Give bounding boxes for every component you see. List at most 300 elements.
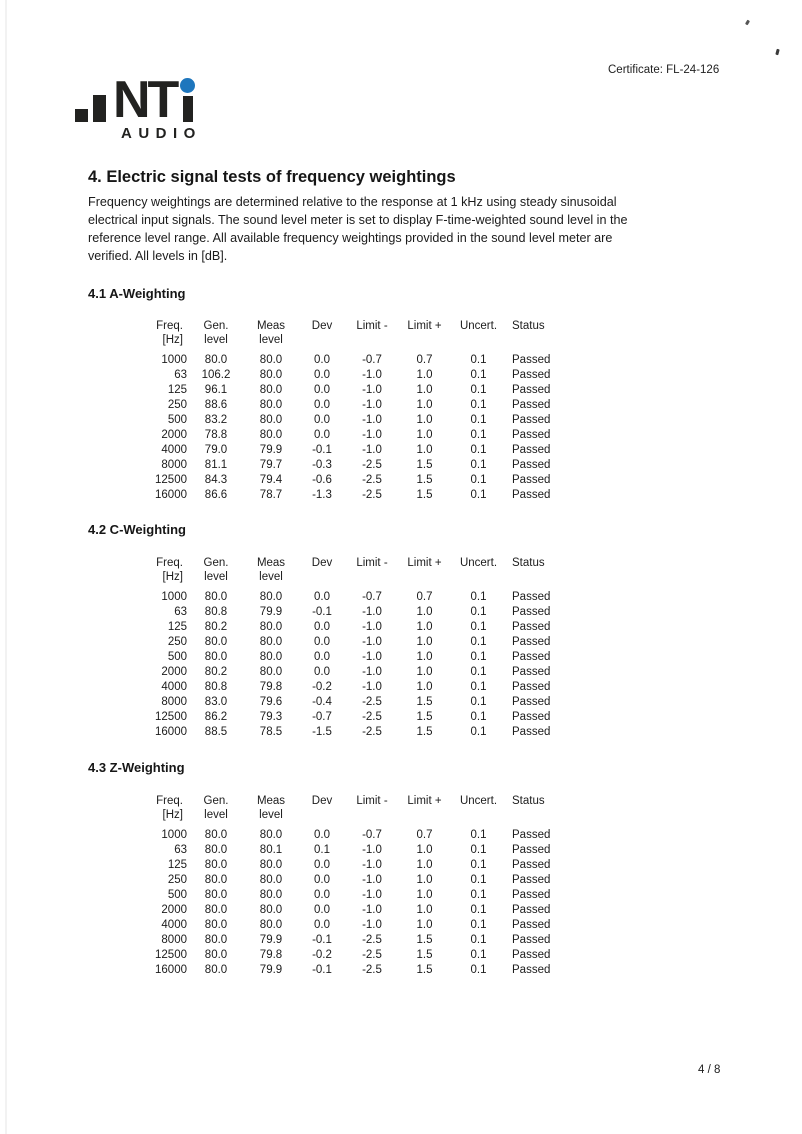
table-cell: 8000: [161, 459, 187, 471]
table-cell: -0.7: [362, 354, 382, 366]
table-cell: 1.0: [416, 651, 433, 663]
column-header: Limit +: [407, 320, 442, 332]
intro-line: reference level range. All available frequency weightings provided in the sound level meter are: [88, 231, 613, 245]
table-cell: 4000: [161, 681, 187, 693]
pen-mark: [745, 20, 750, 26]
column-header: Dev: [311, 795, 333, 807]
intro-paragraph: [88, 193, 627, 265]
scan-artifact-line: [5, 0, 7, 1134]
column-header: Limit +: [407, 795, 442, 807]
table-cell: 0.7: [416, 591, 433, 603]
table-cell: 0.0: [314, 859, 330, 871]
table-cell: 1000: [161, 591, 187, 603]
table-cell: 1.0: [416, 606, 433, 618]
table-cell: 0.1: [470, 489, 487, 501]
table-cell: 79.0: [204, 444, 228, 456]
table-cell: -1.0: [362, 919, 382, 931]
status-cell: Passed: [512, 429, 551, 441]
page-number: 4 / 8: [698, 1064, 721, 1076]
table-cell: 78.7: [259, 489, 283, 501]
table-cell: 0.0: [314, 369, 330, 381]
table-cell: -2.5: [362, 949, 382, 961]
status-cell: Passed: [512, 919, 551, 931]
column-header: Freq. [Hz]: [156, 320, 183, 346]
table-cell: 8000: [161, 934, 187, 946]
status-cell: Passed: [512, 474, 551, 486]
column-header: Uncert.: [459, 320, 498, 332]
table-cell: 0.1: [470, 444, 487, 456]
table-cell: 1.0: [416, 666, 433, 678]
table-cell: 80.2: [204, 666, 228, 678]
table-z-weighting: [125, 794, 585, 978]
table-row: [125, 918, 585, 933]
table-cell: 1.5: [416, 696, 433, 708]
table-cell: -1.0: [362, 904, 382, 916]
table-cell: 125: [167, 859, 187, 871]
table-cell: 500: [167, 414, 187, 426]
table-cell: 1.0: [416, 681, 433, 693]
table-row: [125, 413, 585, 428]
table-cell: 250: [167, 636, 187, 648]
table-cell: -2.5: [362, 711, 382, 723]
table-cell: 1000: [161, 354, 187, 366]
logo-bar-icon: [75, 109, 88, 122]
table-cell: 2000: [161, 666, 187, 678]
table-cell: 1.5: [416, 474, 433, 486]
table-cell: 80.0: [204, 934, 228, 946]
table-cell: 86.2: [204, 711, 228, 723]
table-cell: 79.8: [259, 949, 283, 961]
table-cell: 63: [174, 606, 187, 618]
table-cell: 250: [167, 399, 187, 411]
table-cell: 1.0: [416, 384, 433, 396]
table-cell: 96.1: [204, 384, 228, 396]
nti-audio-logo: [75, 72, 202, 142]
logo-subtitle: AUDIO: [121, 125, 202, 142]
status-cell: Passed: [512, 384, 551, 396]
table-row: [125, 620, 585, 635]
table-cell: -1.0: [362, 874, 382, 886]
table-row: [125, 873, 585, 888]
status-cell: Passed: [512, 666, 551, 678]
table-cell: -2.5: [362, 489, 382, 501]
table-cell: -1.0: [362, 369, 382, 381]
column-header: Limit -: [356, 320, 388, 332]
table-row: [125, 353, 585, 368]
logo-brand-text: NT: [113, 71, 177, 130]
table-cell: 0.0: [314, 414, 330, 426]
status-cell: Passed: [512, 681, 551, 693]
table-cell: 1.5: [416, 489, 433, 501]
table-cell: 1.0: [416, 889, 433, 901]
table-cell: 0.0: [314, 904, 330, 916]
column-header: Freq. [Hz]: [156, 557, 183, 583]
status-cell: Passed: [512, 874, 551, 886]
status-cell: Passed: [512, 964, 551, 976]
table-cell: 0.0: [314, 636, 330, 648]
table-row: [125, 903, 585, 918]
intro-line: Frequency weightings are determined relative to the response at 1 kHz using steady sinusoidal: [88, 195, 617, 209]
table-cell: 0.0: [314, 354, 330, 366]
table-cell: 1.0: [416, 919, 433, 931]
table-cell: -2.5: [362, 964, 382, 976]
table-row: [125, 428, 585, 443]
table-row: [125, 443, 585, 458]
logo-i-stem: [183, 96, 193, 122]
table-cell: 500: [167, 889, 187, 901]
status-cell: Passed: [512, 606, 551, 618]
table-cell: 79.7: [259, 459, 283, 471]
table-cell: -0.1: [312, 444, 332, 456]
table-cell: 0.1: [470, 829, 487, 841]
status-cell: Passed: [512, 636, 551, 648]
table-cell: 1.0: [416, 621, 433, 633]
status-cell: Passed: [512, 444, 551, 456]
table-cell: 250: [167, 874, 187, 886]
table-cell: 0.1: [470, 904, 487, 916]
table-cell: -0.2: [312, 949, 332, 961]
table-cell: 0.1: [470, 621, 487, 633]
table-cell: 79.9: [259, 606, 283, 618]
table-cell: 1000: [161, 829, 187, 841]
table-cell: -1.0: [362, 636, 382, 648]
table-cell: 0.0: [314, 666, 330, 678]
table-cell: 0.1: [470, 844, 487, 856]
table-cell: 80.0: [259, 889, 283, 901]
column-header: Gen. level: [203, 795, 229, 821]
logo-i-dot: [180, 78, 195, 93]
status-cell: Passed: [512, 829, 551, 841]
table-cell: 80.0: [204, 904, 228, 916]
status-cell: Passed: [512, 859, 551, 871]
table-cell: 1.0: [416, 399, 433, 411]
table-cell: 1.0: [416, 369, 433, 381]
table-cell: -0.7: [362, 591, 382, 603]
table-cell: 63: [174, 369, 187, 381]
table-cell: -1.0: [362, 889, 382, 901]
status-cell: Passed: [512, 489, 551, 501]
column-header: Freq. [Hz]: [156, 795, 183, 821]
table-cell: 0.1: [470, 874, 487, 886]
table-cell: 0.1: [470, 651, 487, 663]
column-header: Status: [512, 320, 545, 332]
table-cell: 125: [167, 621, 187, 633]
table-cell: 80.0: [259, 859, 283, 871]
table-cell: 1.0: [416, 874, 433, 886]
status-cell: Passed: [512, 696, 551, 708]
table-cell: 16000: [155, 489, 187, 501]
table-cell: -1.0: [362, 651, 382, 663]
table-cell: 0.1: [470, 414, 487, 426]
table-cell: 80.0: [204, 354, 228, 366]
table-cell: 79.9: [259, 934, 283, 946]
table-cell: 125: [167, 384, 187, 396]
table-cell: -1.0: [362, 681, 382, 693]
table-cell: 80.0: [259, 919, 283, 931]
table-cell: -1.0: [362, 399, 382, 411]
table-row: [125, 888, 585, 903]
table-cell: 1.5: [416, 726, 433, 738]
column-header: Uncert.: [459, 557, 498, 569]
table-cell: 1.0: [416, 859, 433, 871]
table-cell: 0.1: [470, 949, 487, 961]
table-cell: -0.7: [312, 711, 332, 723]
status-cell: Passed: [512, 889, 551, 901]
table-cell: 80.0: [204, 859, 228, 871]
table-cell: 80.0: [259, 904, 283, 916]
table-cell: -2.5: [362, 696, 382, 708]
table-cell: 1.5: [416, 964, 433, 976]
table-cell: 16000: [155, 964, 187, 976]
table-cell: -2.5: [362, 474, 382, 486]
table-cell: 80.2: [204, 621, 228, 633]
table-cell: 79.9: [259, 444, 283, 456]
table-cell: -0.4: [312, 696, 332, 708]
table-cell: 86.6: [204, 489, 228, 501]
table-cell: 1.0: [416, 636, 433, 648]
table-cell: 0.1: [470, 429, 487, 441]
column-header: Dev: [311, 320, 333, 332]
table-cell: 80.0: [204, 829, 228, 841]
status-cell: Passed: [512, 904, 551, 916]
table-row: [125, 665, 585, 680]
column-header: Uncert.: [459, 795, 498, 807]
table-cell: 0.7: [416, 354, 433, 366]
table-cell: 79.8: [259, 681, 283, 693]
table-cell: 0.1: [470, 919, 487, 931]
column-header: Limit -: [356, 557, 388, 569]
table-cell: 79.6: [259, 696, 283, 708]
table-title-c-weighting: 4.2 C-Weighting: [88, 522, 186, 537]
table-title-a-weighting: 4.1 A-Weighting: [88, 286, 186, 301]
table-cell: -1.0: [362, 429, 382, 441]
table-cell: 88.5: [204, 726, 228, 738]
table-cell: 80.0: [259, 414, 283, 426]
table-cell: 79.9: [259, 964, 283, 976]
table-cell: 80.8: [204, 681, 228, 693]
table-row: [125, 963, 585, 978]
table-cell: 1.5: [416, 949, 433, 961]
table-cell: 0.0: [314, 829, 330, 841]
table-cell: 0.1: [470, 636, 487, 648]
table-cell: -1.0: [362, 444, 382, 456]
table-cell: 0.0: [314, 429, 330, 441]
table-cell: 0.1: [470, 859, 487, 871]
table-cell: -1.0: [362, 844, 382, 856]
table-cell: 12500: [155, 474, 187, 486]
table-cell: 8000: [161, 696, 187, 708]
status-cell: Passed: [512, 621, 551, 633]
table-cell: 4000: [161, 444, 187, 456]
table-row: [125, 368, 585, 383]
table-cell: -0.1: [312, 606, 332, 618]
table-cell: 0.0: [314, 889, 330, 901]
table-cell: 0.1: [470, 666, 487, 678]
table-cell: 80.0: [259, 384, 283, 396]
table-cell: -2.5: [362, 934, 382, 946]
table-cell: 80.0: [204, 651, 228, 663]
table-cell: 1.0: [416, 844, 433, 856]
table-row: [125, 473, 585, 488]
table-row: [125, 933, 585, 948]
table-cell: 0.1: [470, 459, 487, 471]
table-cell: 1.0: [416, 429, 433, 441]
table-cell: 80.0: [204, 949, 228, 961]
table-cell: -1.3: [312, 489, 332, 501]
table-row: [125, 843, 585, 858]
table-cell: 88.6: [204, 399, 228, 411]
pen-mark: [775, 49, 779, 56]
table-cell: 0.1: [470, 889, 487, 901]
column-header: Status: [512, 795, 545, 807]
table-cell: 78.5: [259, 726, 283, 738]
table-cell: 80.0: [204, 874, 228, 886]
table-row: [125, 605, 585, 620]
table-cell: 0.1: [470, 354, 487, 366]
table-cell: 80.0: [259, 399, 283, 411]
table-cell: 0.0: [314, 874, 330, 886]
table-cell: 79.3: [259, 711, 283, 723]
status-cell: Passed: [512, 399, 551, 411]
column-header: Meas level: [256, 320, 286, 346]
table-cell: 80.0: [259, 874, 283, 886]
table-cell: -1.0: [362, 606, 382, 618]
table-cell: 0.1: [314, 844, 330, 856]
table-row: [125, 858, 585, 873]
status-cell: Passed: [512, 369, 551, 381]
table-cell: 0.1: [470, 681, 487, 693]
table-cell: 0.1: [470, 964, 487, 976]
status-cell: Passed: [512, 711, 551, 723]
table-cell: 83.2: [204, 414, 228, 426]
table-cell: 0.1: [470, 369, 487, 381]
table-cell: 4000: [161, 919, 187, 931]
table-cell: -0.6: [312, 474, 332, 486]
table-cell: 80.0: [259, 666, 283, 678]
table-cell: -0.2: [312, 681, 332, 693]
status-cell: Passed: [512, 726, 551, 738]
table-cell: 0.0: [314, 384, 330, 396]
table-cell: 0.1: [470, 384, 487, 396]
column-header: Gen. level: [203, 557, 229, 583]
logo-bar-icon: [93, 95, 106, 122]
table-cell: -2.5: [362, 459, 382, 471]
table-cell: -0.1: [312, 934, 332, 946]
table-cell: 0.1: [470, 474, 487, 486]
table-cell: 1.0: [416, 904, 433, 916]
table-cell: 500: [167, 651, 187, 663]
logo-letter-i: [180, 78, 195, 122]
table-cell: -1.0: [362, 859, 382, 871]
table-cell: 0.0: [314, 621, 330, 633]
table-cell: 1.0: [416, 414, 433, 426]
table-row: [125, 590, 585, 605]
table-cell: 0.0: [314, 919, 330, 931]
table-cell: 80.0: [204, 919, 228, 931]
table-cell: 2000: [161, 429, 187, 441]
table-row: [125, 458, 585, 473]
table-row: [125, 488, 585, 503]
intro-line: electrical input signals. The sound level meter is set to display F-time-weighted sound level in the: [88, 213, 628, 227]
table-cell: -1.5: [312, 726, 332, 738]
table-cell: 1.5: [416, 711, 433, 723]
table-a-weighting: [125, 319, 585, 503]
table-cell: 79.4: [259, 474, 283, 486]
table-cell: 80.0: [259, 636, 283, 648]
table-cell: 0.1: [470, 591, 487, 603]
table-cell: 80.0: [259, 429, 283, 441]
table-cell: 0.1: [470, 934, 487, 946]
status-cell: Passed: [512, 414, 551, 426]
status-cell: Passed: [512, 354, 551, 366]
intro-line: verified. All levels in [dB].: [88, 249, 228, 263]
column-header: Meas level: [256, 557, 286, 583]
table-cell: 80.0: [204, 636, 228, 648]
status-cell: Passed: [512, 591, 551, 603]
table-cell: 0.1: [470, 606, 487, 618]
table-cell: 63: [174, 844, 187, 856]
table-row: [125, 398, 585, 413]
table-cell: 80.0: [204, 889, 228, 901]
table-cell: 0.1: [470, 399, 487, 411]
column-header: Limit -: [356, 795, 388, 807]
table-cell: 12500: [155, 711, 187, 723]
table-title-z-weighting: 4.3 Z-Weighting: [88, 760, 185, 775]
table-cell: 84.3: [204, 474, 228, 486]
status-cell: Passed: [512, 459, 551, 471]
table-cell: 1.5: [416, 934, 433, 946]
table-row: [125, 383, 585, 398]
table-row: [125, 695, 585, 710]
column-header: Meas level: [256, 795, 286, 821]
column-header: Status: [512, 557, 545, 569]
table-cell: 78.8: [204, 429, 228, 441]
table-cell: 0.7: [416, 829, 433, 841]
table-cell: 0.0: [314, 591, 330, 603]
table-cell: 16000: [155, 726, 187, 738]
table-cell: 80.0: [204, 844, 228, 856]
table-cell: -1.0: [362, 666, 382, 678]
table-cell: -0.1: [312, 964, 332, 976]
table-cell: -1.0: [362, 621, 382, 633]
table-cell: 80.0: [259, 591, 283, 603]
certificate-number: Certificate: FL-24-126: [608, 64, 720, 76]
table-header-row: [125, 319, 585, 347]
table-row: [125, 828, 585, 843]
table-row: [125, 635, 585, 650]
table-cell: 1.5: [416, 459, 433, 471]
table-cell: 80.0: [259, 829, 283, 841]
table-c-weighting: [125, 556, 585, 740]
column-header: Limit +: [407, 557, 442, 569]
table-cell: 80.0: [259, 651, 283, 663]
table-cell: -1.0: [362, 414, 382, 426]
table-row: [125, 710, 585, 725]
table-cell: 80.1: [259, 844, 283, 856]
table-cell: 1.0: [416, 444, 433, 456]
table-cell: 0.1: [470, 696, 487, 708]
table-cell: 12500: [155, 949, 187, 961]
table-cell: 80.0: [259, 621, 283, 633]
table-row: [125, 650, 585, 665]
table-cell: 0.0: [314, 399, 330, 411]
table-cell: 0.1: [470, 726, 487, 738]
table-cell: 106.2: [201, 369, 231, 381]
table-header-row: [125, 556, 585, 584]
table-row: [125, 948, 585, 963]
table-cell: 80.0: [204, 964, 228, 976]
column-header: Gen. level: [203, 320, 229, 346]
